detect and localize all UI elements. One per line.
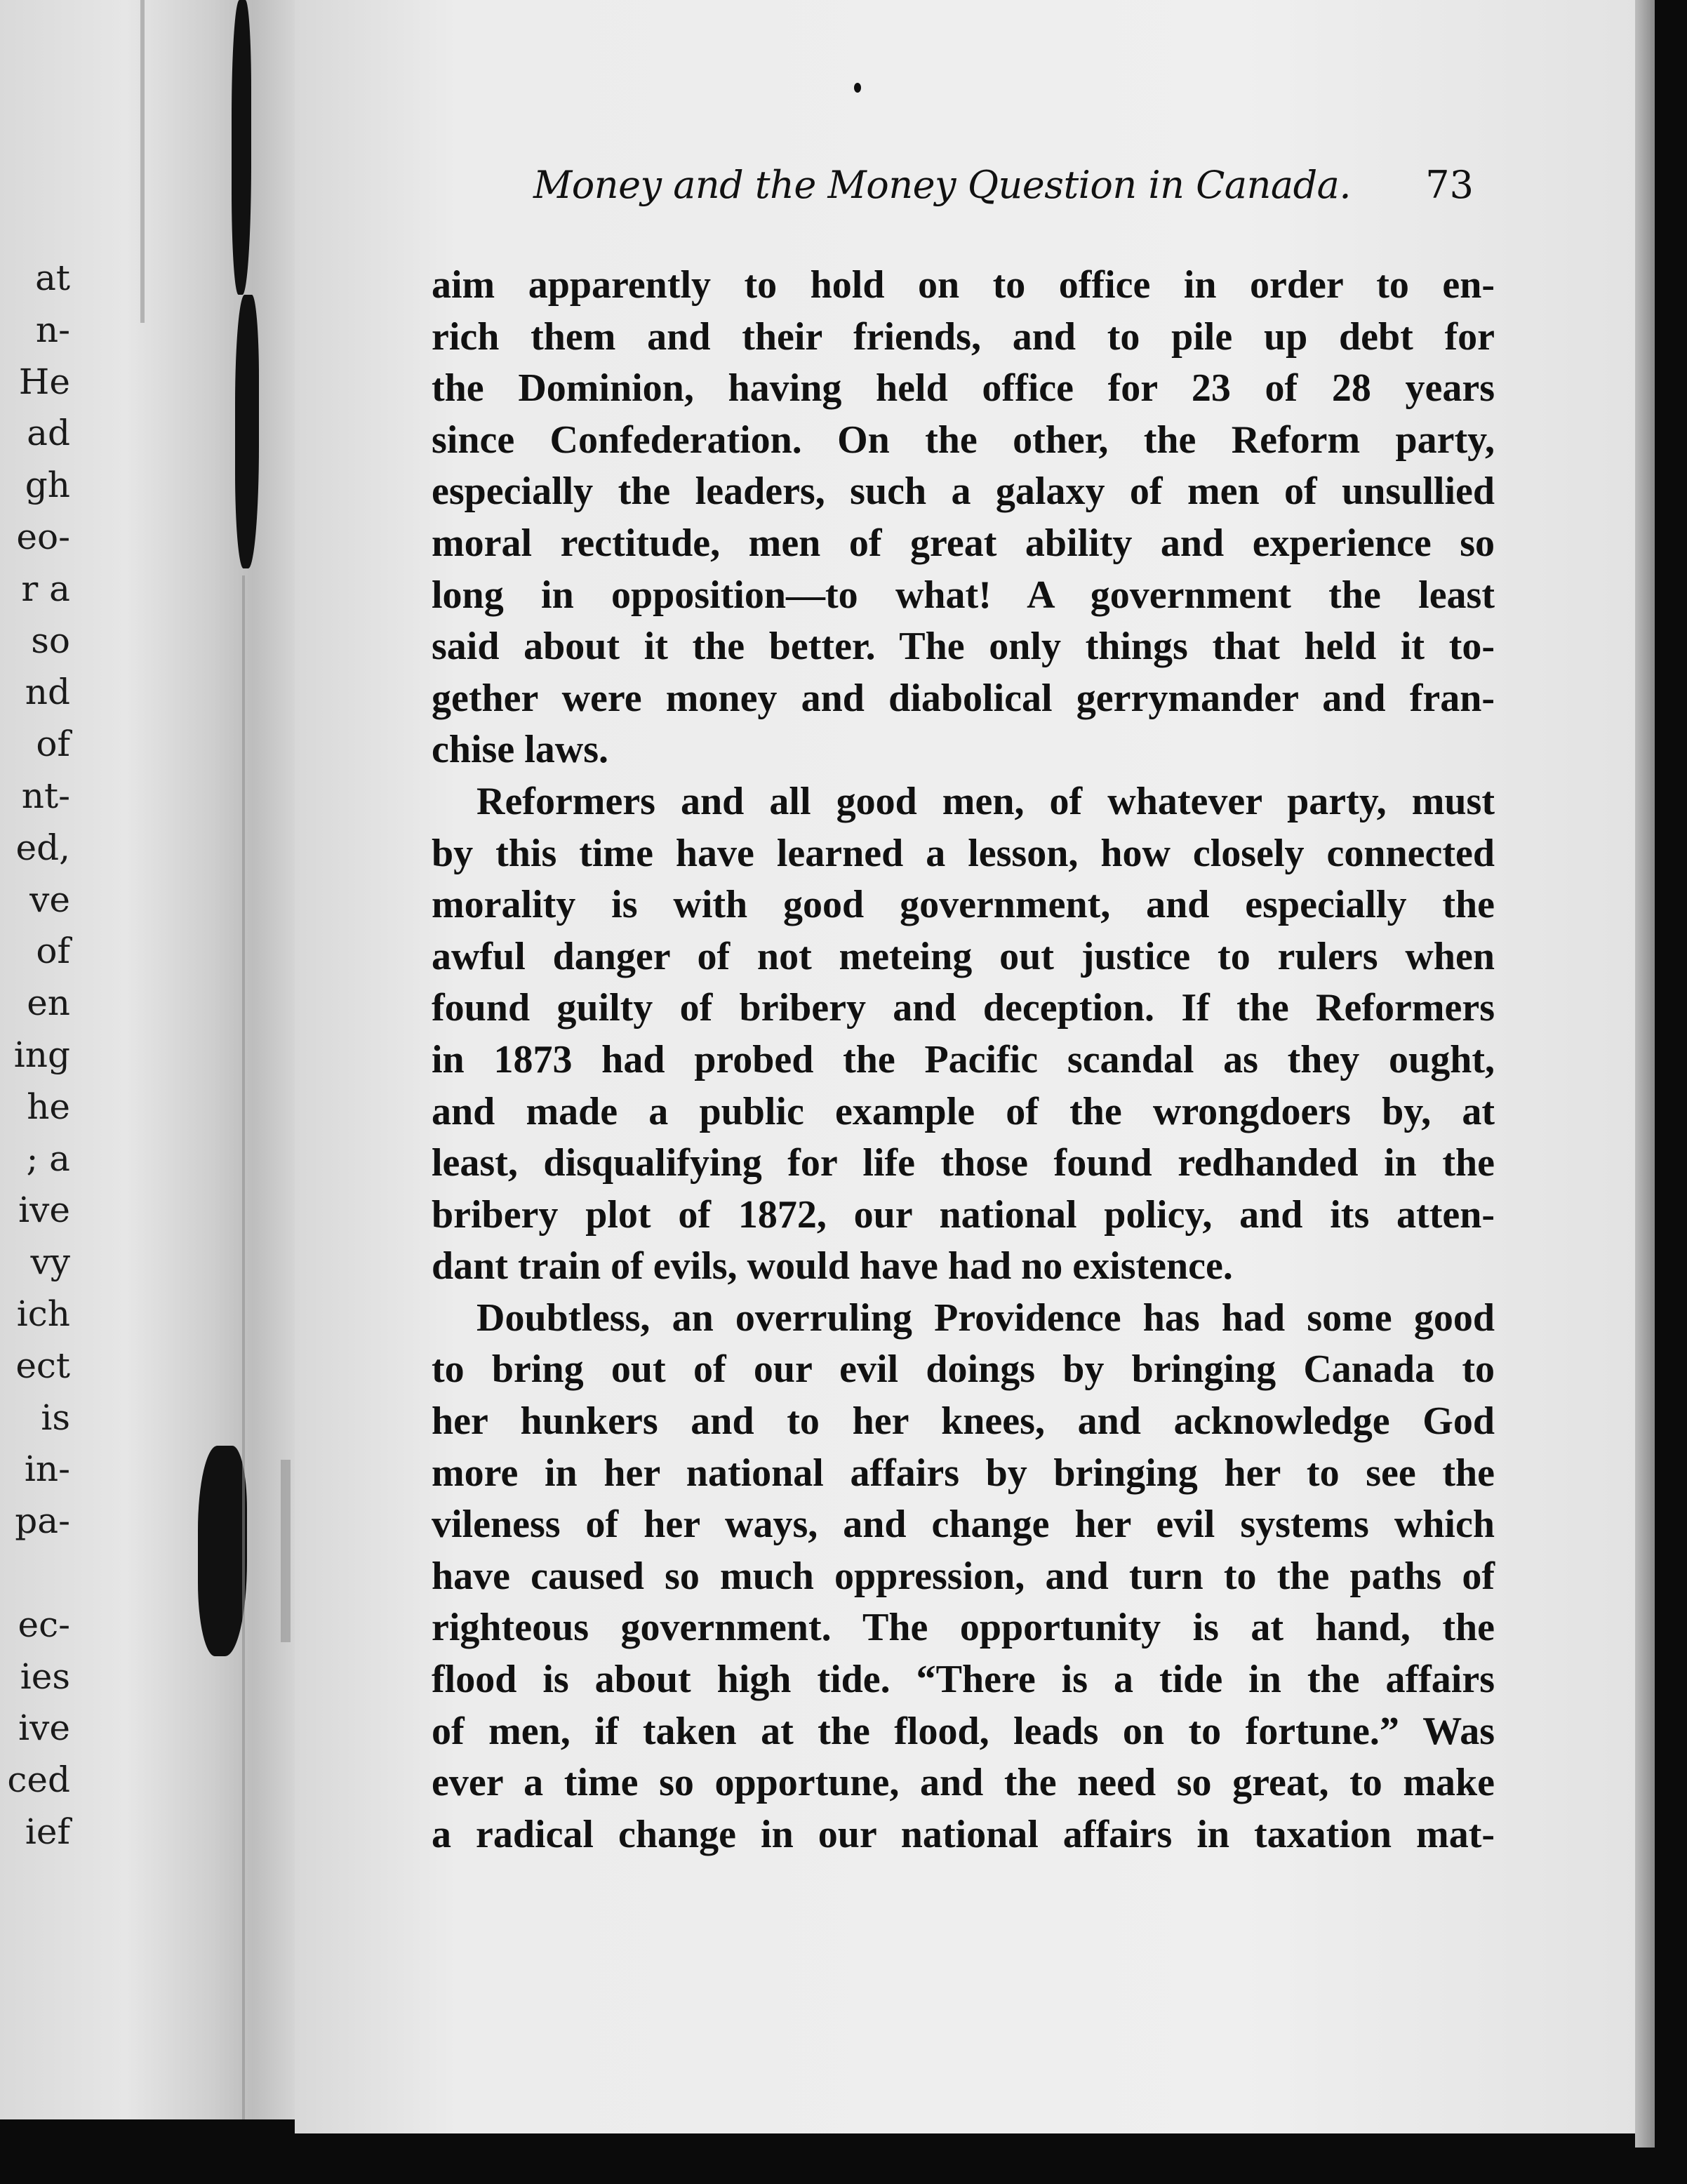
text-line: and made a public example of the wrongdoers by, at xyxy=(432,1089,1495,1133)
left-page-fragment-line: ect xyxy=(15,1345,70,1386)
left-page-fragment-line: so xyxy=(31,620,70,661)
text-line: least, disqualifying for life those found redhanded in the xyxy=(432,1141,1495,1185)
text-line: bribery plot of 1872, our national policy, and its atten- xyxy=(432,1192,1495,1237)
gutter-fold-line xyxy=(242,575,245,2119)
left-page-fragment-line: of xyxy=(36,931,70,972)
left-page-fragment-line: ve xyxy=(29,879,70,920)
left-page-fragment-line: he xyxy=(27,1086,70,1127)
gutter-tear-upper xyxy=(235,295,259,568)
left-page-fragment-line: r a xyxy=(21,568,70,609)
paragraph xyxy=(432,776,1495,1293)
left-page-fragment-line: ive xyxy=(18,1707,70,1749)
text-line: especially the leaders, such a galaxy of men of unsullied xyxy=(432,470,1495,514)
left-page-fragment-line: n- xyxy=(35,309,70,350)
page-edge-shadow xyxy=(1635,0,1655,2148)
text-line: more in her national affairs by bringing her to see the xyxy=(432,1451,1495,1495)
paragraph xyxy=(432,260,1495,776)
left-page-fragment-line: is xyxy=(41,1397,70,1438)
text-line: morality is with good government, and especially the xyxy=(432,883,1495,927)
text-line: moral rectitude, men of great ability and experience so xyxy=(432,521,1495,565)
text-line: have caused so much oppression, and turn to the paths of xyxy=(432,1554,1495,1598)
text-line: by this time have learned a lesson, how closely connected xyxy=(432,831,1495,875)
left-page-fragment-line: ; a xyxy=(26,1138,70,1179)
left-page-fragment-line: ed, xyxy=(15,827,70,868)
gutter-fold-line xyxy=(140,0,145,323)
text-line: dant train of evils, would have had no existence. xyxy=(432,1244,1233,1289)
running-title: Money and the Money Question in Canada. xyxy=(533,163,1351,207)
left-page-fragment-line: ief xyxy=(25,1811,70,1852)
left-page-fragment-line: vy xyxy=(30,1241,70,1283)
page-number: 73 xyxy=(1425,163,1474,207)
left-page-fragment-line: ich xyxy=(16,1293,70,1334)
text-line: the Dominion, having held office for 23 of 28 years xyxy=(432,366,1495,411)
text-line: found guilty of bribery and deception. If the Reformers xyxy=(432,986,1495,1030)
ink-dot xyxy=(854,83,861,93)
body-text xyxy=(432,260,1495,1860)
text-line: Reformers and all good men, of whatever party, must xyxy=(476,779,1495,823)
left-page-text-fragments xyxy=(0,253,70,1858)
text-line: in 1873 had probed the Pacific scandal as they ought, xyxy=(432,1037,1495,1081)
text-line: awful danger of not meteing out justice to rulers when xyxy=(432,934,1495,978)
left-page-fragment-line: He xyxy=(18,361,70,402)
left-page-fragment-line: pa- xyxy=(15,1500,70,1542)
text-line: a radical change in our national affairs in taxation mat- xyxy=(432,1812,1495,1856)
text-line: flood is about high tide. “There is a tide in the affairs xyxy=(432,1658,1495,1702)
running-head xyxy=(533,163,1474,207)
text-line: of men, if taken at the flood, leads on to fortune.” Was xyxy=(432,1709,1495,1753)
left-page-fragment-line: ies xyxy=(20,1656,70,1697)
text-line: chise laws. xyxy=(432,728,608,772)
left-page-fragment-line: of xyxy=(36,724,70,765)
text-line: gether were money and diabolical gerrymander and fran- xyxy=(432,676,1495,720)
left-page-fragment-line: nt- xyxy=(21,775,70,816)
left-page-fragment-line xyxy=(0,1547,70,1599)
text-line: since Confederation. On the other, the Reform party, xyxy=(432,418,1495,462)
text-line: ever a time so opportune, and the need so great, to make xyxy=(432,1761,1495,1805)
left-page-fragment-line: at xyxy=(35,258,70,298)
left-page-fragment-line: ad xyxy=(27,413,70,454)
text-line: long in opposition—to what! A government the least xyxy=(432,573,1495,617)
text-line: vileness of her ways, and change her evil systems which xyxy=(432,1503,1495,1547)
left-page-fragment-line: ing xyxy=(13,1034,70,1075)
left-page-fragment-line: eo- xyxy=(16,516,70,557)
left-page-fragment-line: ced xyxy=(7,1759,70,1801)
left-page-fragment-line: gh xyxy=(25,465,70,506)
text-line: to bring out of our evil doings by bringing Canada to xyxy=(432,1347,1495,1392)
left-page-fragment-line: ec- xyxy=(18,1604,70,1645)
text-line: Doubtless, an overruling Providence has had some good xyxy=(476,1296,1495,1340)
left-page-fragment-line: in- xyxy=(24,1449,70,1490)
text-line: her hunkers and to her knees, and acknowledge God xyxy=(432,1399,1495,1444)
text-line: aim apparently to hold on to office in order to en- xyxy=(432,263,1495,307)
left-page-fragment-line: en xyxy=(27,983,70,1024)
gutter-tear-lower xyxy=(198,1446,247,1656)
paragraph xyxy=(432,1293,1495,1861)
left-page-fragment-line: ive xyxy=(18,1190,70,1231)
left-page-fragment-line: nd xyxy=(25,672,70,713)
text-line: rich them and their friends, and to pile up debt for xyxy=(432,314,1495,359)
gutter-tear-top xyxy=(232,0,251,295)
text-line: righteous government. The opportunity is at hand, the xyxy=(432,1606,1495,1650)
gutter-fold-line xyxy=(281,1460,291,1642)
text-line: said about it the better. The only things that held it to- xyxy=(432,625,1495,669)
